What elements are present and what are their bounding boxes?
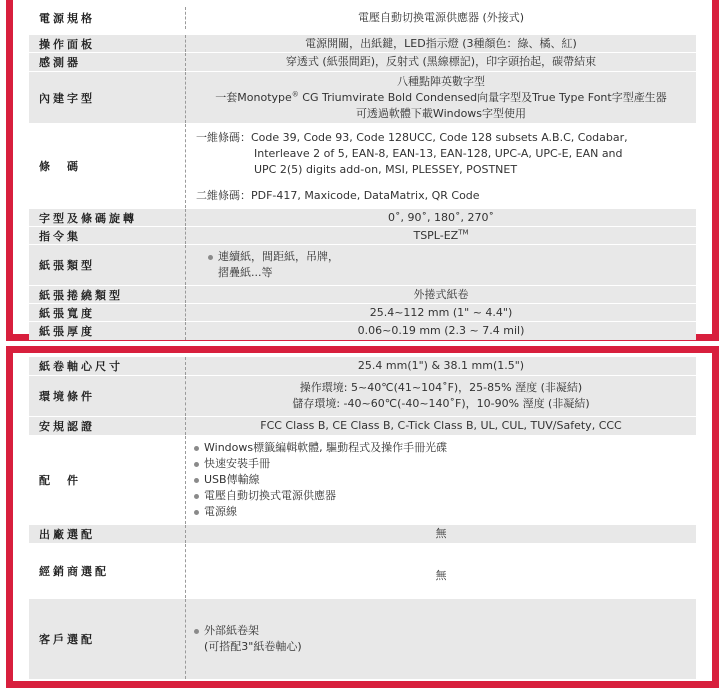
row-label: 環境條件 [39,390,95,403]
row-value: 穿透式 (紙張間距)，反射式 (黑線標記)，印字頭抬起，碳帶結束 [185,53,696,71]
list-item: USB傳輸線 [194,472,260,488]
row-rotation [29,209,696,226]
row-media-thickness [29,322,696,340]
row-label: 感測器 [39,56,81,69]
row-label: 電源規格 [39,12,95,25]
row-value: 0˚, 90˚, 180˚, 270˚ [185,209,696,226]
row-label: 內建字型 [39,91,95,105]
row-environment [29,376,696,416]
row-label: 配 件 [39,474,81,487]
row-value: 無 [185,525,696,543]
list-item: 電壓自動切換式電源供應器 [194,488,336,504]
row-sensor [29,53,696,71]
row-command [29,227,696,244]
row-value: 電壓自動切換電源供應器 (外接式) [185,7,696,29]
bullet-icon [194,478,199,483]
row-accessories [29,436,696,524]
row-value: 一維條碼：Code 39, Code 93, Code 128UCC, Code 128 subsets A.B.C, Codabar, Interleave 2 of 5, EAN-8, EAN-13, EAN-128, UPC-A, UPC-E, EAN and UPC 2(5) digits add-on, MSI, PLESSEY, POSTNET 二維條碼：PDF-417, Maxicode, DataMatrix, QR Code [185,124,696,208]
row-media-wind [29,286,696,303]
row-label: 紙卷軸心尺寸 [39,360,123,373]
row-certification [29,417,696,435]
row-value: FCC Class B, CE Class B, C-Tick Class B, UL, CUL, TUV/Safety, CCC [185,417,696,435]
row-value: 25.4~112 mm (1" ~ 4.4") [185,304,696,321]
row-value: 25.4 mm(1") & 38.1 mm(1.5") [185,357,696,375]
row-value: 無 [185,544,696,598]
bullet-icon [194,446,199,451]
row-media-type [29,245,696,285]
row-value: TSPL-EZ™ [185,227,696,244]
row-label: 紙張寬度 [39,306,95,320]
row-barcode [29,124,696,208]
row-customer-option [29,599,696,679]
spec-panel-top [6,0,719,341]
bullet-icon [194,629,199,634]
row-label: 經銷商選配 [39,565,109,578]
row-core [29,357,696,375]
row-label: 紙張厚度 [39,325,95,338]
row-label: 安規認證 [39,420,95,433]
row-media-width [29,304,696,321]
row-label: 紙張捲繞類型 [39,288,123,302]
row-label: 條 碼 [39,160,81,173]
bullet-icon [194,462,199,467]
row-label: 紙張類型 [39,259,95,272]
row-fonts [29,72,696,123]
bullet-icon [194,494,199,499]
row-value: 電源開關，出紙鍵，LED指示燈 (3種顏色：綠、橘、紅) [185,35,696,52]
row-value [185,436,696,524]
row-value: 連續紙，間距紙，吊牌， 摺疊紙...等 [185,245,696,285]
row-factory-option [29,525,696,543]
row-value: 操作環境: 5~40℃(41~104˚F)，25-85% 溼度 (非凝結) 儲存環境: -40~60℃(-40~140˚F)，10-90% 溼度 (非凝結) [185,376,696,416]
row-value: 八種點陣英數字型 一套Monotype® CG Triumvirate Bold Condensed向量字型及True Type Font字型產生器 可透過軟體下載Windows字型使用 [185,72,696,123]
row-value: 外部紙卷架 (可搭配3"紙卷軸心) [185,599,696,679]
row-label: 字型及條碼旋轉 [39,211,137,225]
row-label: 操作面板 [39,37,95,51]
row-value: 0.06~0.19 mm (2.3 ~ 7.4 mil) [185,322,696,340]
bullet-icon [194,510,199,515]
row-label: 指令集 [39,229,81,243]
list-item: 外部紙卷架 [194,623,259,639]
row-value: 外捲式紙卷 [185,286,696,303]
row-dealer-option [29,544,696,598]
row-label: 客戶選配 [39,633,95,646]
bullet-icon [208,255,213,260]
list-item: Windows標籤編輯軟體, 驅動程式及操作手冊光碟 [194,440,447,456]
row-label: 出廠選配 [39,528,95,541]
spec-panel-bottom [6,346,719,688]
row-power [29,7,696,29]
list-item: 電源線 [194,504,237,520]
row-panel [29,35,696,52]
list-item: 快速安裝手冊 [194,456,270,472]
